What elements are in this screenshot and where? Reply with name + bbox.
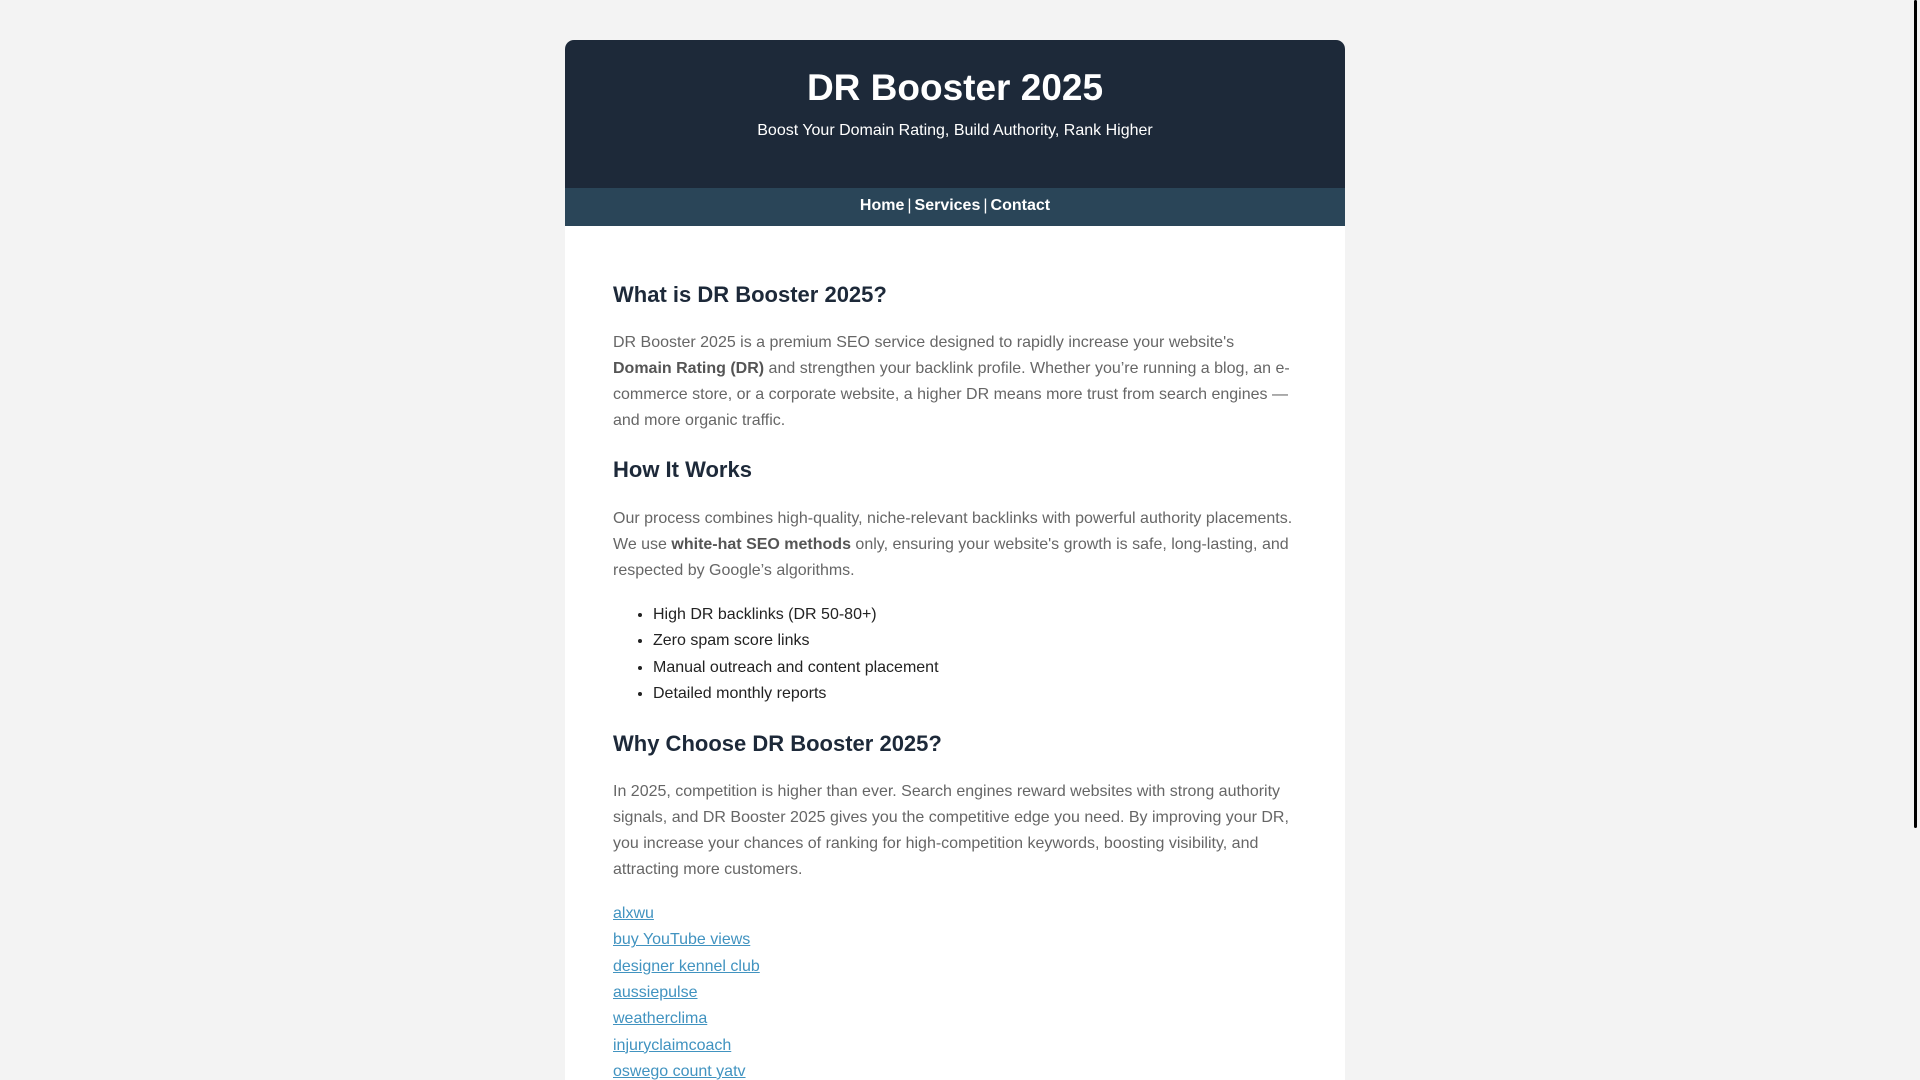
scrollbar-track[interactable] [1910,0,1920,1080]
external-link[interactable]: buy YouTube views [613,931,751,949]
main-nav [565,188,1345,226]
nav-link-home[interactable]: Home [859,197,905,214]
section-heading-what-is: What is DR Booster 2025? [613,282,887,307]
external-link[interactable]: aussiepulse [613,984,698,1002]
feature-list-item: • Manual outreach and content placement [653,655,1297,682]
scrollbar-thumb[interactable] [1914,0,1917,828]
section-heading-how-it-works: How It Works [613,457,752,483]
link-list [613,901,1297,1080]
external-link[interactable]: injuryclaimcoach [613,1036,732,1054]
site-tagline: Boost Your Domain Rating, Build Authority, Rank Higher [757,122,1153,140]
nav-separator: | [983,197,988,214]
bold-white-hat: white-hat SEO methods [671,535,851,553]
page-container [565,40,1345,1080]
nav-link-contact[interactable]: Contact [990,197,1051,214]
section-heading-why-choose: Why Choose DR Booster 2025? [613,730,942,756]
site-title: DR Booster 2025 [806,67,1104,108]
section-paragraph-what-is: DR Booster 2025 is a premium SEO service designed to rapidly increase your website's Domain Rating (DR) and strengthen your backlink profile. Whether you’re running a blog, an e-commerce store, or a corporate website, a higher DR means more trust from search engines — and more organic traffic. [613,334,1290,430]
feature-list-item: • High DR backlinks (DR 50-80+) [653,602,1297,629]
external-link[interactable]: weatherclima [613,1010,708,1028]
nav-link-services[interactable]: Services [914,197,981,214]
bold-domain-rating: Domain Rating (DR) [613,360,765,378]
external-link[interactable]: designer kennel club [613,957,760,975]
feature-list [613,602,1297,708]
section-paragraph-why-choose: In 2025, competition is higher than ever. Search engines reward websites with strong authority signals, and DR Booster 2025 gives you the competitive edge you need. By improving your DR, you increase your chances of ranking for high-competition keywords, boosting visibility, and attracting more customers. [613,783,1289,879]
section-paragraph-how-it-works: Our process combines high-quality, niche-relevant backlinks with powerful authority placements. We use white-hat SEO methods only, ensuring your website's growth is safe, long-lasting, and respected by Google’s algorithms. [613,509,1293,579]
feature-list-item: • Detailed monthly reports [653,681,1297,708]
external-link[interactable]: oswego count yatv [613,1062,746,1080]
external-link[interactable]: alxwu [613,905,654,923]
nav-separator: | [907,197,912,214]
site-header [565,40,1345,188]
feature-list-item: • Zero spam score links [653,628,1297,655]
main-content [565,226,1345,1080]
